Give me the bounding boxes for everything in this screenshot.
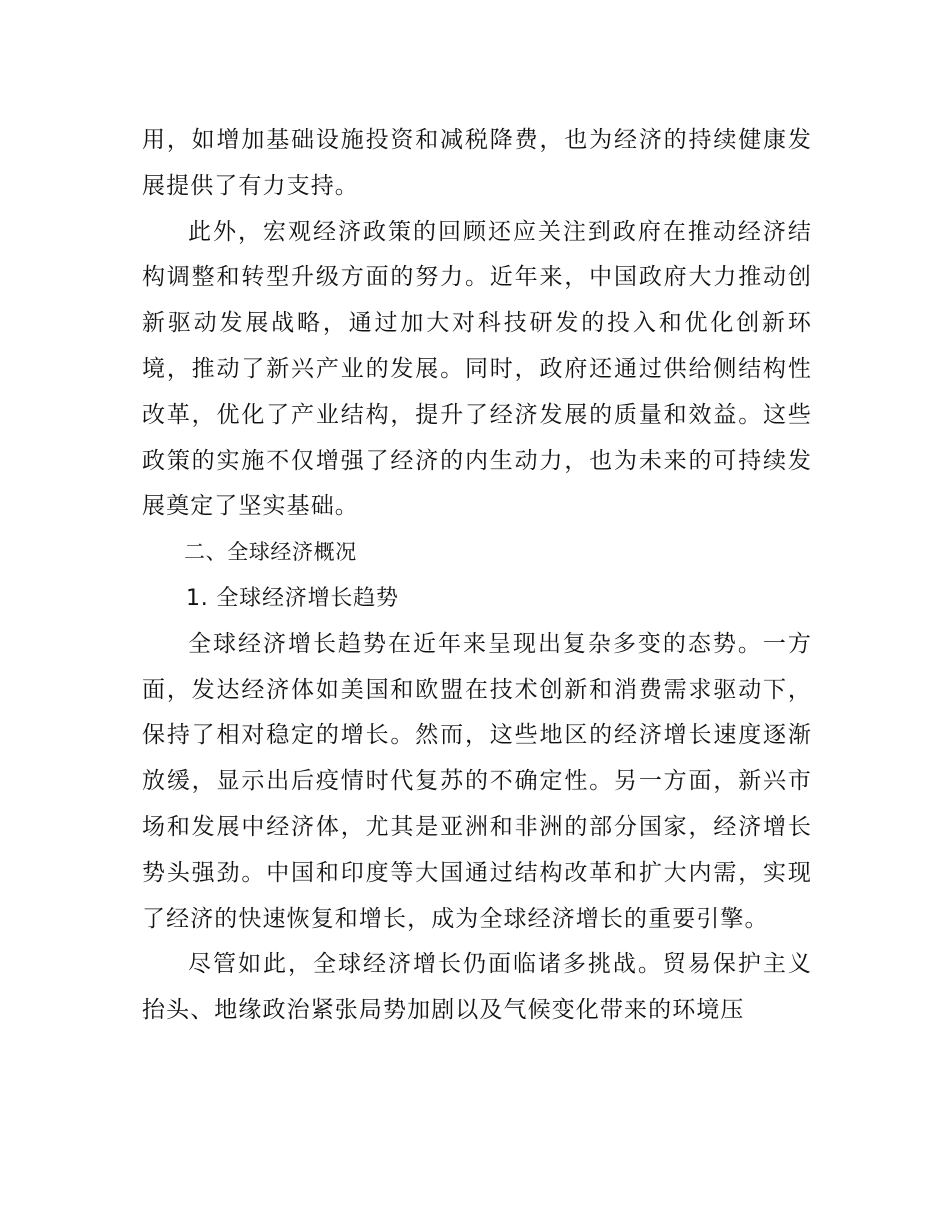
subsection-heading: 1. 全球经济增长趋势 bbox=[186, 585, 399, 611]
document-body bbox=[142, 118, 812, 1034]
paragraph-policy-review: 此外，宏观经济政策的回顾还应关注到政府在推动经济结构调整和转型升级方面的努力。近年来，中国政府大力推动创新驱动发展战略，通过加大对科技研发的投入和优化创新环境，推动了新兴产业的发展。同时，政府还通过供给侧结构性改革，优化了产业结构，提升了经济发展的质量和效益。这些政策的实施不仅增强了经济的内生动力，也为未来的可持续发展奠定了坚实基础。 bbox=[142, 218, 812, 520]
section-heading: 二、全球经济概况 bbox=[184, 540, 357, 565]
paragraph-challenges: 尽管如此，全球经济增长仍面临诸多挑战。贸易保护主义抬头、地缘政治紧张局势加剧以及气候变化带来的环境压 bbox=[142, 951, 812, 1024]
paragraph-continuation: 用，如增加基础设施投资和减税降费，也为经济的持续健康发展提供了有力支持。 bbox=[142, 127, 812, 199]
paragraph-growth-trend: 全球经济增长趋势在近年来呈现出复杂多变的态势。一方面，发达经济体如美国和欧盟在技术创新和消费需求驱动下，保持了相对稳定的增长。然而，这些地区的经济增长速度逐渐放缓，显示出后疫情时代复苏的不确定性。另一方面，新兴市场和发展中经济体，尤其是亚洲和非洲的部分国家，经济增长势头强劲。中国和印度等大国通过结构改革和扩大内需，实现了经济的快速恢复和增长，成为全球经济增长的重要引擎。 bbox=[142, 630, 812, 932]
